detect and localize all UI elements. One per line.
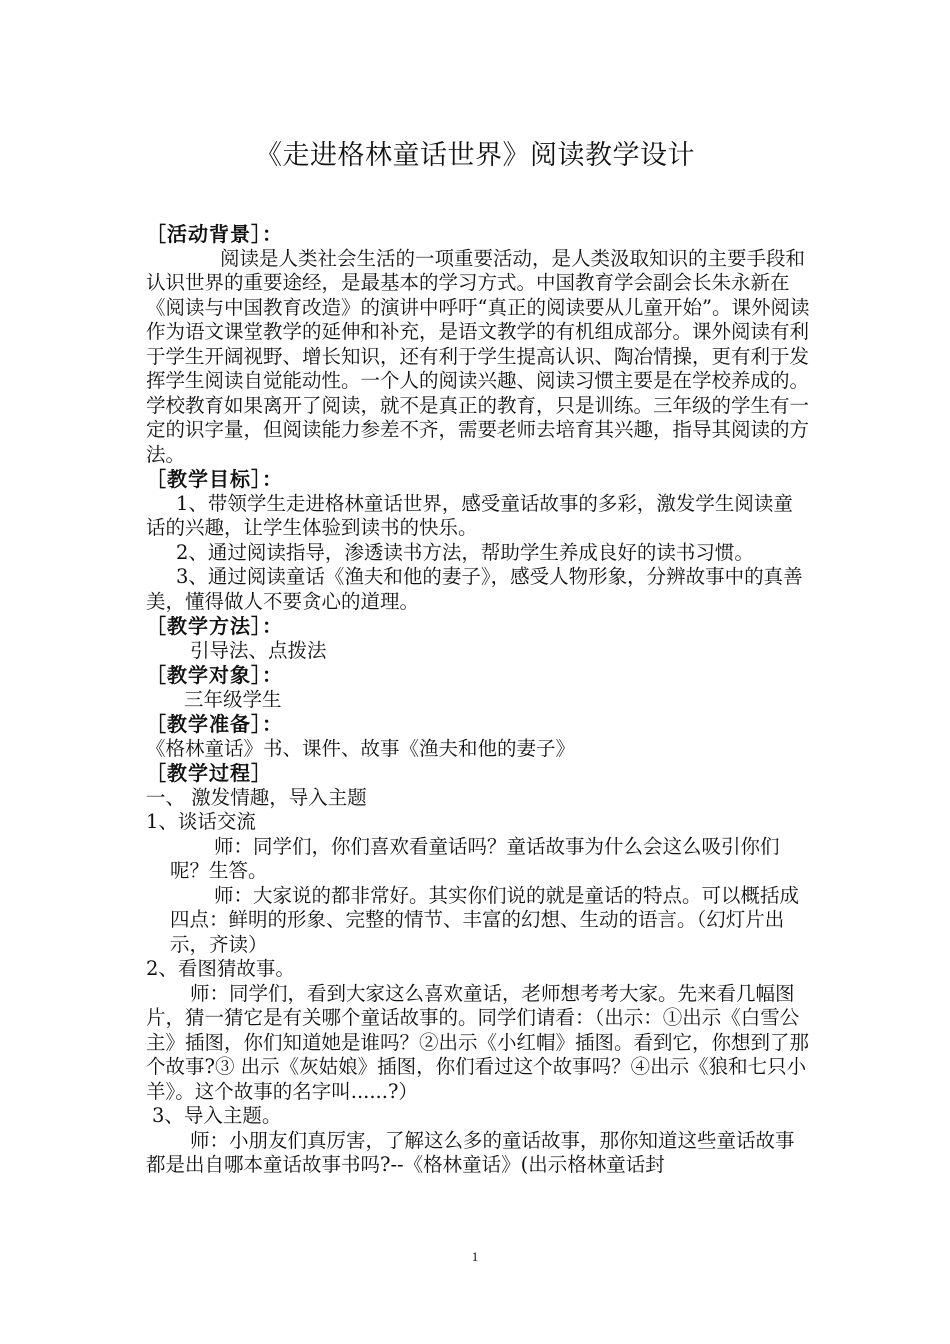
background-heading: ［活动背景］：	[146, 222, 283, 246]
step1-paragraph-2: 师：大家说的都非常好。其实你们说的就是童话的特点。可以概括成四点：鲜明的形象、完整的情节、丰富的幻想、生动的语言。（幻灯片出示，齐读）	[170, 883, 800, 956]
document-title: 《走进格林童话世界》阅读教学设计	[255, 140, 695, 171]
step3-title: 3、导入主题。	[152, 1104, 282, 1127]
process-part1-title: 一、 激发情趣，导入主题	[146, 785, 367, 809]
target-text: 三年级学生	[184, 687, 282, 711]
step2-title: 2、看图猜故事。	[146, 957, 295, 980]
goal-item-2: 2、通过阅读指导，渗透读书方法，帮助学生养成良好的读书习惯。	[176, 540, 754, 564]
goals-heading: ［教学目标］：	[146, 467, 283, 491]
step3-paragraph: 师：小朋友们真厉害，了解这么多的童话故事，那你知道这些童话故事都是出自哪本童话故事书吗?--《格林童话》(出示格林童话封	[146, 1128, 795, 1176]
prep-text: 《格林童话》书、课件、故事《渔夫和他的妻子》	[146, 736, 576, 760]
background-paragraph: 阅读是人类社会生活的一项重要活动，是人类汲取知识的主要手段和认识世界的重要途经，是最基本的学习方式。中国教育学会副会长朱永新在《阅读与中国教育改造》的演讲中呼吁“真正的阅读要从儿童开始”。课外阅读作为语文课堂教学的延伸和补充，是语文教学的有机组成部分。课外阅读有利于学生开阔视野、增长知识，还有利于学生提高认识、陶冶情操，更有利于发挥学生阅读自觉能动性。一个人的阅读兴趣、阅读习惯主要是在学校养成的。学校教育如果离开了阅读，就不是真正的教育，只是训练。三年级的学生有一定的识字量，但阅读能力参差不齐，需要老师去培育其兴趣，指导其阅读的方法。	[146, 246, 810, 466]
document-body	[146, 222, 811, 1178]
target-heading: ［教学对象］：	[146, 663, 283, 687]
step2-paragraph: 师：同学们，看到大家这么喜欢童话，老师想考考大家。先来看几幅图片，猜一猜它是有关哪个童话故事的。同学们请看：（出示：①出示《白雪公主》插图，你们知道她是谁吗？②出示《小红帽》插图。看到它，你想到了那个故事?③ 出示《灰姑娘》插图，你们看过这个故事吗？④出示《狼和七只小羊》。这个故事的名字叫......?）	[146, 981, 810, 1103]
step1-title: 1、谈话交流	[146, 810, 256, 833]
step1-block	[146, 835, 811, 958]
method-text: 引导法、点拨法	[190, 638, 327, 662]
process-heading: ［教学过程］	[146, 761, 272, 785]
goal-item-1: 1、带领学生走进格林童话世界，感受童话故事的多彩，激发学生阅读童话的兴趣，让学生体验到读书的快乐。	[146, 491, 793, 539]
page-number: 1	[471, 1249, 479, 1264]
step1-paragraph-1: 师：同学们，你们喜欢看童话吗？童话故事为什么会这么吸引你们呢？生答。	[170, 834, 780, 882]
goal-item-3: 3、通过阅读童话《渔夫和他的妻子》，感受人物形象，分辨故事中的真善美，懂得做人不要贪心的道理。	[146, 565, 803, 613]
prep-heading: ［教学准备］：	[146, 712, 283, 736]
method-heading: ［教学方法］：	[146, 614, 283, 638]
